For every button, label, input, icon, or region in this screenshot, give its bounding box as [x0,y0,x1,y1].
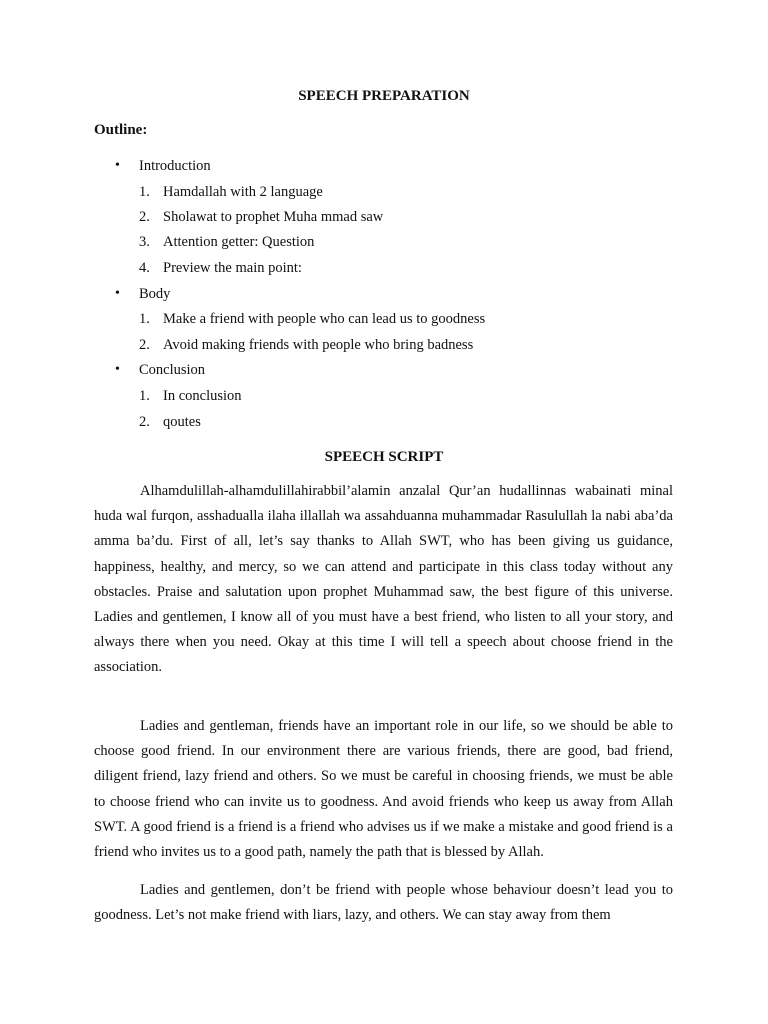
list-item-number: 2. [139,209,150,225]
list-item: Hamdallah with 2 language [163,184,323,200]
outline-section-conclusion: Conclusion [139,362,206,378]
list-item-number: 2. [139,414,150,430]
paragraph: Ladies and gentleman, friends have an important role in our life, so we should be able to choose good friend. In our environment there are various friends, there are good, bad friend, diligent friend, lazy friend and others. So we must be careful in choosing friends, we must be able to choose friend who can invite us to goodness. And avoid friends who keep us away from Allah SWT. A good friend is a friend is a friend who advises us if we make a mistake and good friend is a friend who invites us to a good path, namely the path that is blessed by Allah. [94,718,673,861]
list-item: qoutes [163,414,201,430]
bullet-icon: • [115,362,120,377]
outline-label: Outline: [94,122,148,138]
list-item: Make a friend with people who can lead us to goodness [163,311,486,327]
list-item-number: 3. [139,234,150,250]
list-item: Preview the main point: [163,260,302,276]
list-item-number: 1. [139,311,150,327]
script-title: SPEECH SCRIPT [324,449,444,465]
list-item-number: 1. [139,388,150,404]
paragraph: Alhamdulillah-alhamdulillahirabbil’alamin anzalal Qur’an hudallinnas wabainati minal huda wal furqon, asshadualla ilaha illallah wa assahduanna muhammadar Rasulullah la nabi aba’da amma ba’du. First of all, let’s say thanks to Allah SWT, who has been giving us guidance, happiness, healthy, and mercy, so we can attend and participate in this class today without any obstacles. Praise and salutation upon prophet Muhammad saw, the best figure of this universe. Ladies and gentlemen, I know all of you must have a best friend, who listen to all your story, and always there when you need. Okay at this time I will tell a speech about choose friend in the association. [94,483,673,676]
list-item: Sholawat to prophet Muha mmad saw [163,209,384,225]
list-item-number: 1. [139,184,150,200]
outline-section-introduction: Introduction [139,158,211,174]
list-item-number: 2. [139,337,150,353]
bullet-icon: • [115,158,120,173]
list-item: In conclusion [163,388,242,404]
outline-section-body: Body [139,286,171,302]
list-item: Attention getter: Question [163,234,315,250]
document-title: SPEECH PREPARATION [298,88,470,104]
list-item: Avoid making friends with people who bring badness [163,337,474,353]
bullet-icon: • [115,286,120,301]
paragraph: Ladies and gentlemen, don’t be friend with people whose behaviour doesn’t lead you to goodness. Let’s not make friend with liars, lazy, and others. We can stay away from them [94,882,673,924]
list-item-number: 4. [139,260,150,276]
